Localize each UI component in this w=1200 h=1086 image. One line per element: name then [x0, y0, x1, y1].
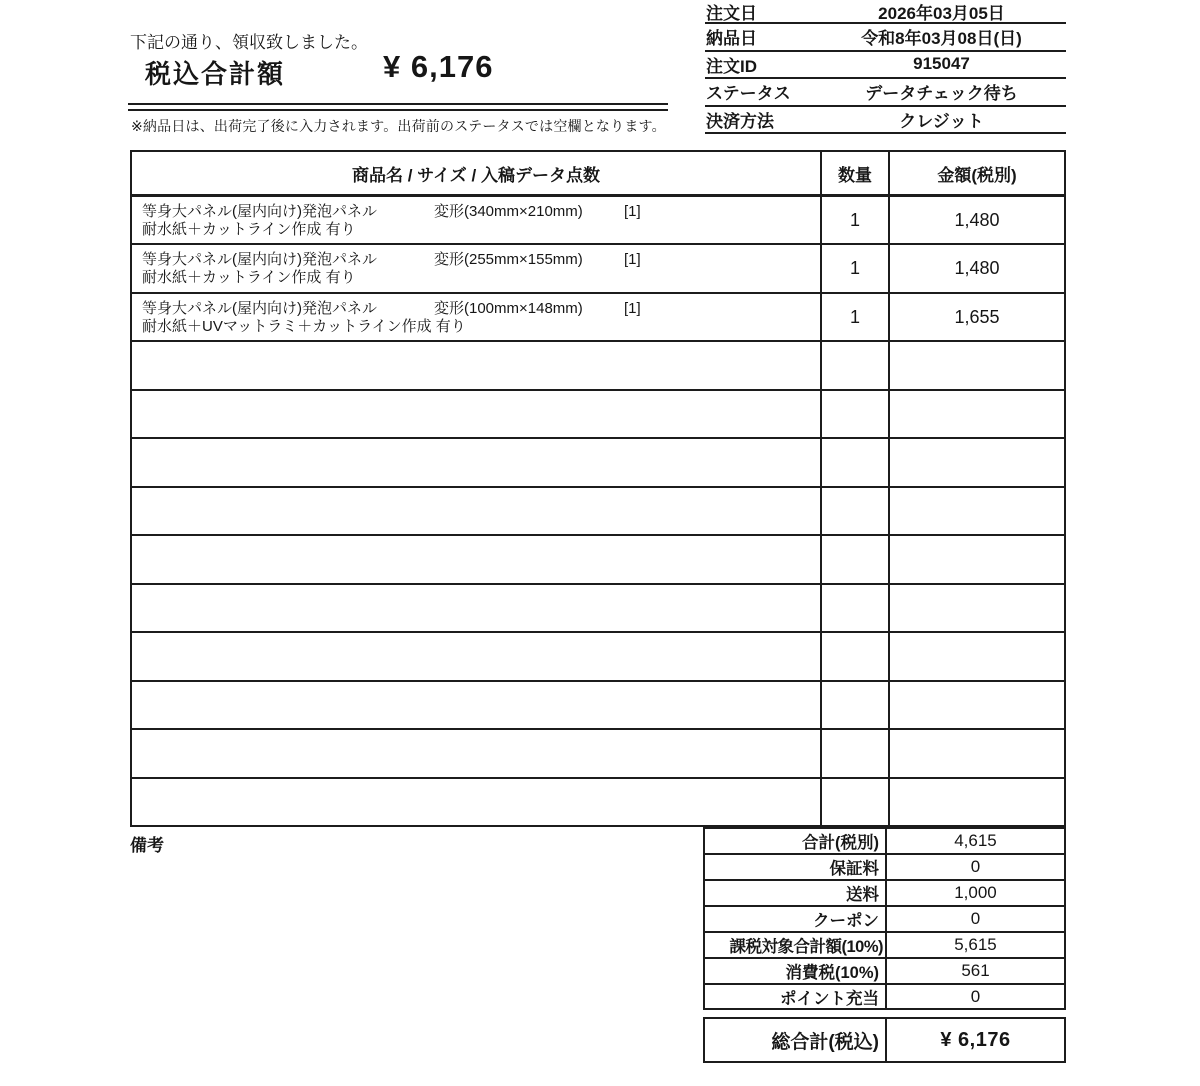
warranty-fee-label: 保証料 [705, 855, 887, 879]
items-table [130, 150, 1066, 827]
order-info-row-payment-method [705, 107, 1066, 135]
delivery-date-label: 納品日 [706, 29, 757, 49]
order-info-row-order-id [705, 52, 1066, 80]
empty-item-row [132, 779, 1064, 825]
items-table-header [132, 152, 1064, 197]
item-3-quantity: 1 [820, 294, 888, 340]
item-row-2 [132, 245, 1064, 293]
item-3-size: 変形(100mm×148mm) [434, 299, 583, 317]
item-1-quantity: 1 [820, 197, 888, 243]
status-label: ステータス [706, 84, 791, 104]
grand-total-value: ¥ 6,176 [940, 1028, 1011, 1051]
item-1-product-cell [132, 197, 820, 243]
quantity-column-header: 数量 [820, 152, 888, 194]
item-1-option: 耐水紙＋カットライン作成 有り [142, 221, 356, 238]
summary-row-coupon [705, 907, 1064, 933]
empty-item-row [132, 391, 1064, 439]
summary-row-shipping-fee [705, 881, 1064, 907]
delivery-date-value: 令和8年03月08日(日) [861, 29, 1022, 49]
consumption-tax-label: 消費税(10%) [705, 959, 887, 983]
shipping-fee-value: 1,000 [954, 883, 997, 902]
item-row-3 [132, 294, 1064, 342]
item-3-product-cell [132, 294, 820, 340]
order-date-value: 2026年03月05日 [878, 3, 1005, 23]
empty-item-row [132, 439, 1064, 487]
taxable-total-label: 課税対象合計額(10%) [705, 933, 887, 957]
summary-row-subtotal [705, 829, 1064, 855]
order-info-row-order-date [705, 0, 1066, 24]
status-value: データチェック待ち [865, 84, 1018, 104]
receipt-intro-text: 下記の通り、領収致しました。 [130, 33, 368, 52]
payment-method-label: 決済方法 [706, 111, 774, 131]
item-1-data-count: [1] [624, 203, 641, 220]
points-applied-label: ポイント充当 [705, 985, 887, 1009]
order-date-label: 注文日 [706, 3, 757, 23]
shipping-fee-label: 送料 [705, 881, 887, 905]
item-2-amount: 1,480 [888, 245, 1064, 291]
consumption-tax-value: 561 [961, 961, 990, 980]
warranty-fee-value: 0 [970, 857, 981, 876]
empty-item-row [132, 682, 1064, 730]
item-1-size: 変形(340mm×210mm) [434, 203, 583, 220]
empty-item-row [132, 585, 1064, 633]
empty-item-row [132, 342, 1064, 390]
empty-item-row [132, 536, 1064, 584]
order-id-value: 915047 [913, 54, 970, 74]
points-applied-value: 0 [970, 987, 981, 1006]
empty-item-row [132, 488, 1064, 536]
summary-row-points-applied [705, 985, 1064, 1009]
empty-item-row [132, 730, 1064, 778]
coupon-value: 0 [970, 909, 981, 928]
delivery-date-note: ※納品日は、出荷完了後に入力されます。出荷前のステータスでは空欄となります。 [131, 118, 666, 134]
payment-method-value: クレジット [899, 111, 984, 131]
taxable-total-value: 5,615 [954, 935, 997, 954]
tax-included-total-label: 税込合計額 [145, 59, 286, 89]
order-info-table [705, 0, 1066, 134]
product-column-header: 商品名 / サイズ / 入稿データ点数 [352, 165, 600, 185]
subtotal-value: 4,615 [954, 831, 997, 850]
summary-row-taxable-total [705, 933, 1064, 959]
tax-included-total-amount: ¥ 6,176 [383, 49, 494, 84]
order-info-row-status [705, 79, 1066, 107]
grand-total-box [703, 1017, 1066, 1063]
summary-table [703, 827, 1066, 1010]
remarks-label: 備考 [130, 836, 164, 855]
empty-item-row [132, 633, 1064, 681]
item-2-product-cell [132, 245, 820, 291]
item-2-product-name: 等身大パネル(屋内向け)発泡パネル [142, 251, 377, 269]
item-2-option: 耐水紙＋カットライン作成 有り [142, 269, 356, 287]
item-2-data-count: [1] [624, 251, 641, 269]
item-3-product-name: 等身大パネル(屋内向け)発泡パネル [142, 299, 377, 317]
items-table-body [132, 197, 1064, 825]
item-2-size: 変形(255mm×155mm) [434, 251, 583, 269]
item-row-1 [132, 197, 1064, 245]
grand-total-label: 総合計(税込) [705, 1019, 887, 1061]
item-3-amount: 1,655 [888, 294, 1064, 340]
summary-row-warranty-fee [705, 855, 1064, 881]
order-info-row-delivery-date [705, 24, 1066, 52]
subtotal-label: 合計(税別) [705, 829, 887, 853]
item-1-amount: 1,480 [888, 197, 1064, 243]
item-1-product-name: 等身大パネル(屋内向け)発泡パネル [142, 203, 377, 220]
amount-column-header: 金額(税別) [888, 152, 1064, 194]
item-2-quantity: 1 [820, 245, 888, 291]
item-3-option: 耐水紙＋UVマットラミ＋カットライン作成 有り [142, 317, 466, 335]
summary-row-consumption-tax [705, 959, 1064, 985]
order-id-label: 注文ID [706, 56, 757, 76]
coupon-label: クーポン [705, 907, 887, 931]
double-rule-divider [128, 103, 668, 111]
item-3-data-count: [1] [624, 299, 641, 317]
